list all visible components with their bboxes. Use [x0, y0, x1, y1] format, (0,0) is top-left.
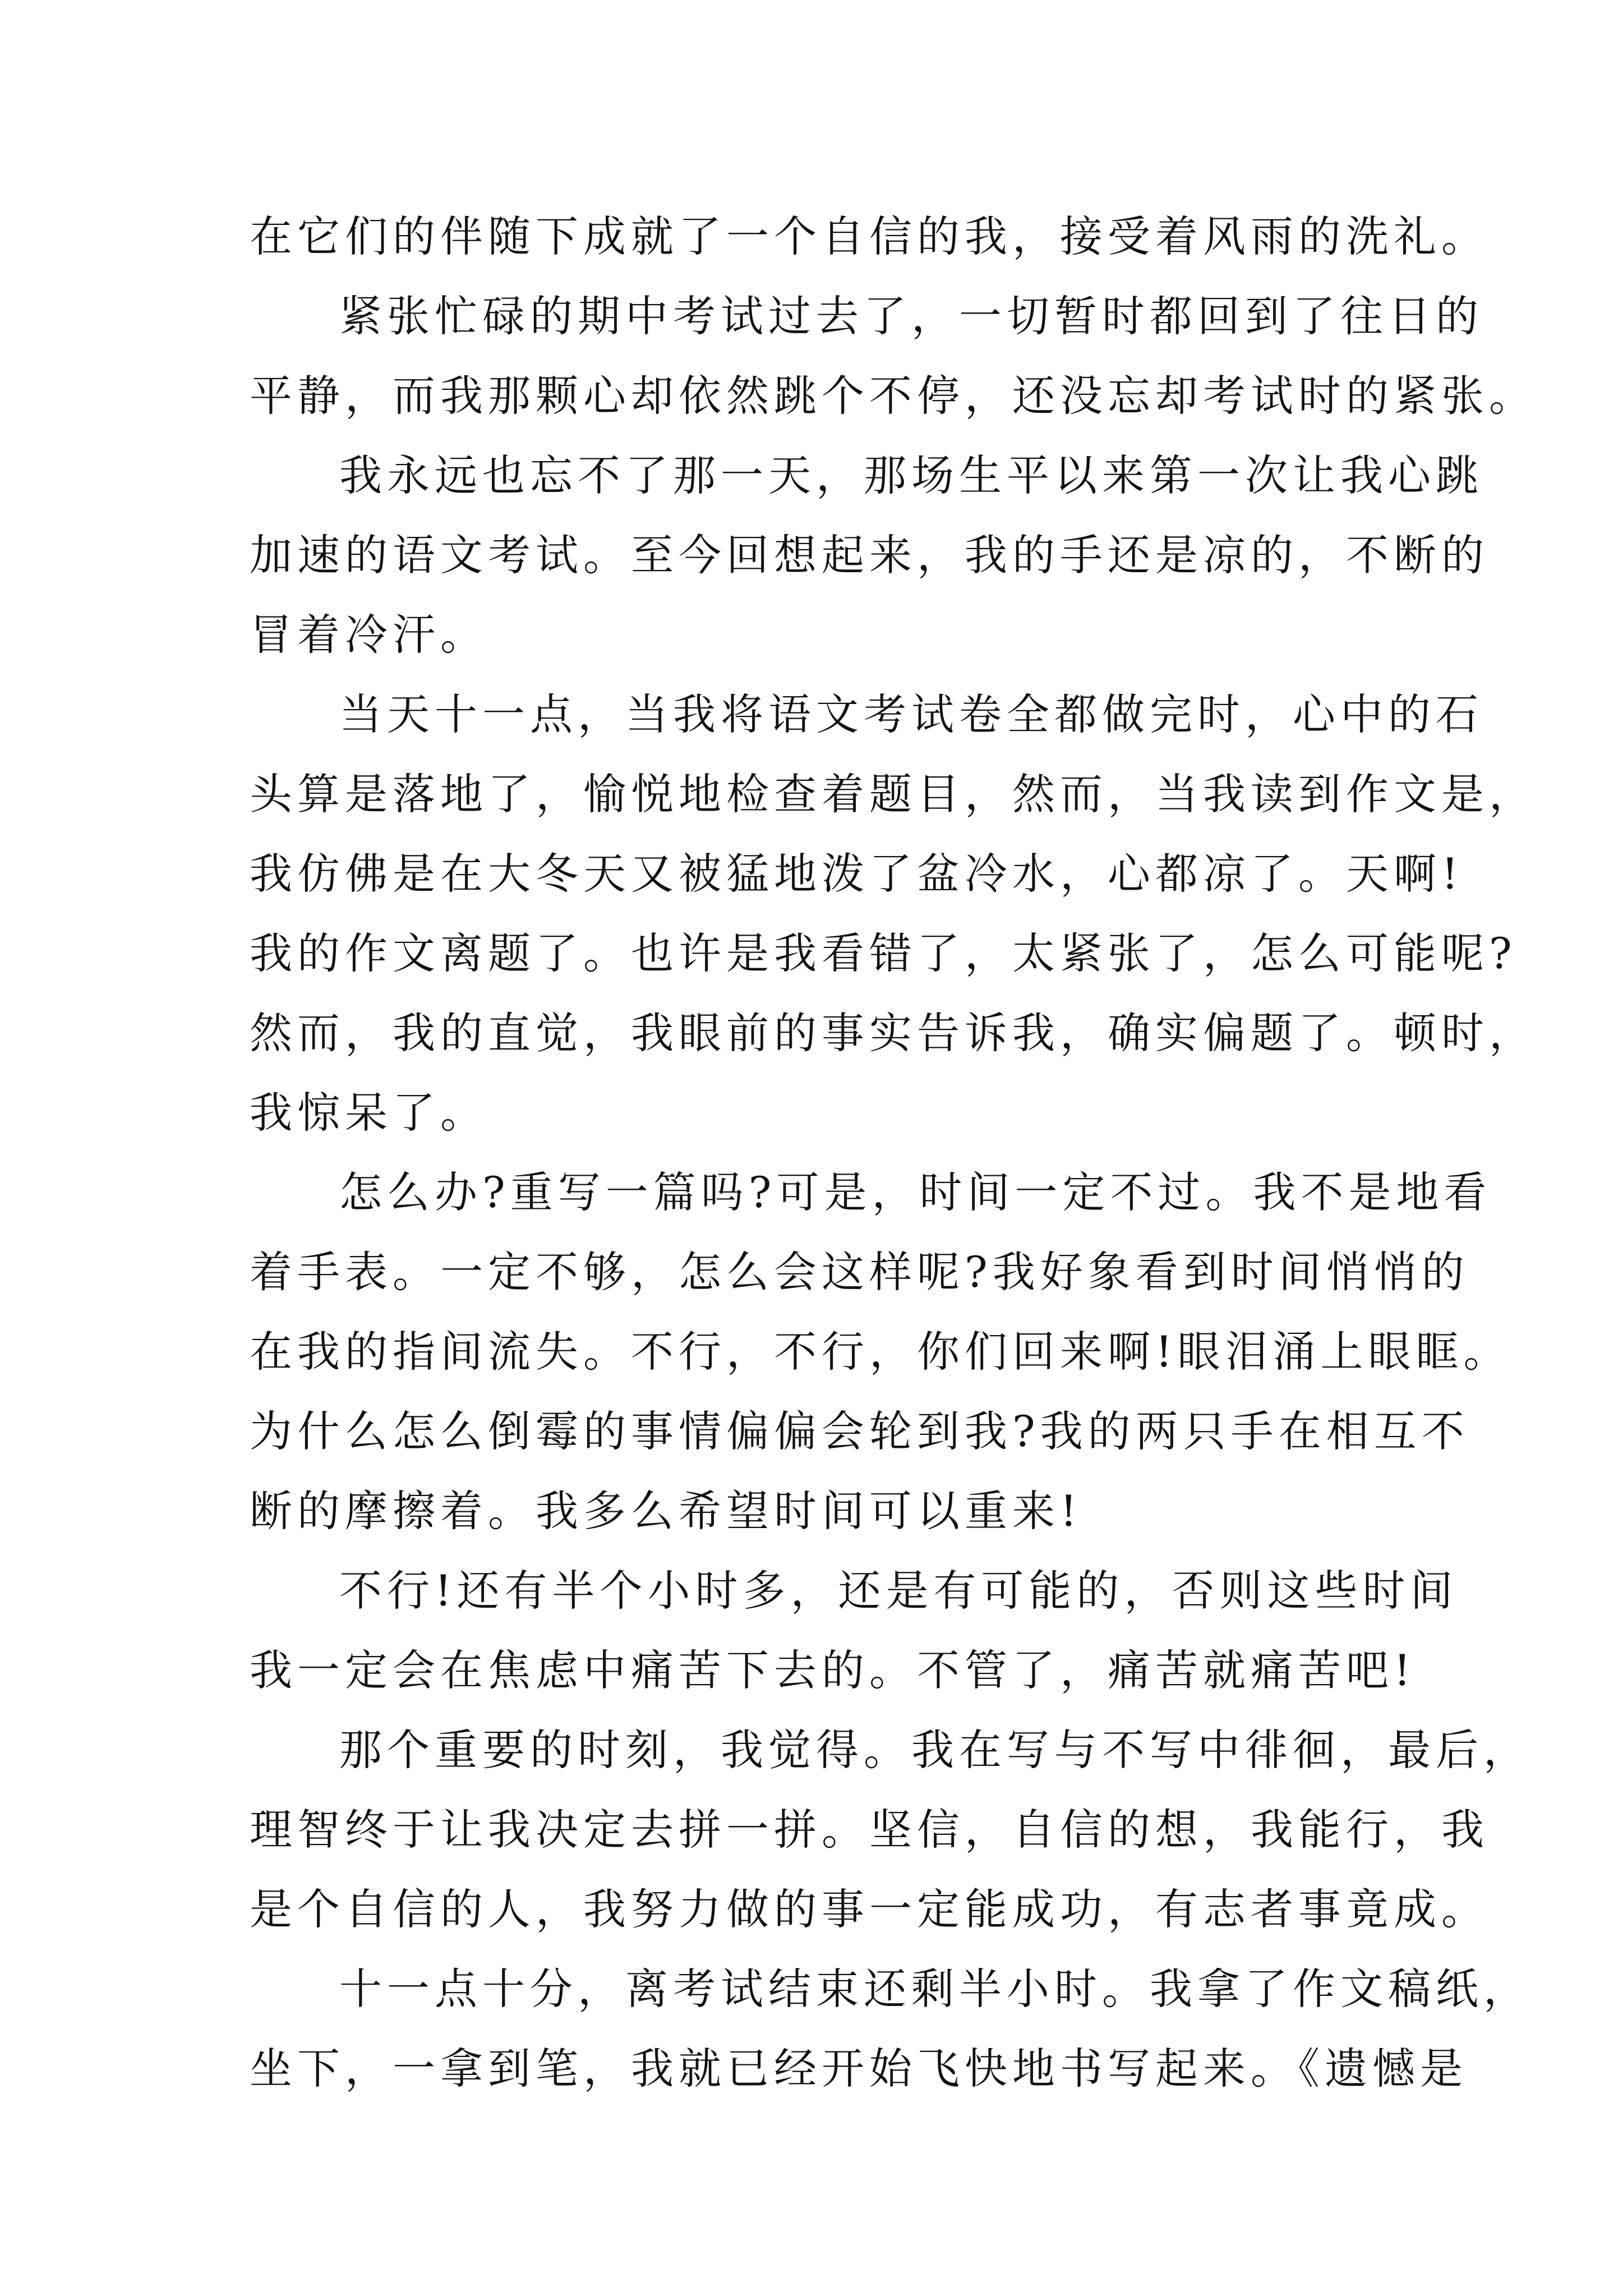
text-line: 我惊呆了。 — [250, 1088, 488, 1138]
text-line: 然而，我的直觉，我眼前的事实告诉我，确实偏题了。顿时， — [250, 1008, 1537, 1058]
text-line: 我仿佛是在大冬天又被猛地泼了盆冷水，心都凉了。天啊! — [250, 849, 1464, 899]
paragraph-first-line: 紧张忙碌的期中考试过去了，一切暂时都回到了往日的 — [339, 291, 1483, 341]
text-line: 为什么怎么倒霉的事情偏偏会轮到我?我的两只手在相互不 — [250, 1406, 1469, 1456]
paragraph-first-line: 不行!还有半个小时多，还是有可能的，否则这些时间 — [339, 1566, 1458, 1616]
text-line: 在它们的伴随下成就了一个自信的我，接受着风雨的洗礼。 — [250, 211, 1489, 261]
paragraph-first-line: 十一点十分，离考试结束还剩半小时。我拿了作文稿纸， — [339, 1964, 1531, 2014]
paragraph-first-line: 那个重要的时刻，我觉得。我在写与不写中徘徊，最后， — [339, 1725, 1531, 1775]
text-line: 头算是落地了，愉悦地检查着题目，然而，当我读到作文是， — [250, 769, 1537, 819]
text-line: 平静，而我那颗心却依然跳个不停，还没忘却考试时的紧张。 — [250, 371, 1537, 421]
text-line: 我一定会在焦虑中痛苦下去的。不管了，痛苦就痛苦吧! — [250, 1645, 1416, 1695]
text-line: 理智终于让我决定去拼一拼。坚信，自信的想，我能行，我 — [250, 1805, 1489, 1855]
text-line: 冒着冷汗。 — [250, 610, 488, 660]
text-line: 加速的语文考试。至今回想起来，我的手还是凉的，不断的 — [250, 530, 1489, 580]
text-line: 在我的指间流失。不行，不行，你们回来啊!眼泪涌上眼眶。 — [250, 1327, 1511, 1377]
text-line: 着手表。一定不够，怎么会这样呢?我好象看到时间悄悄的 — [250, 1247, 1469, 1297]
text-line: 是个自信的人，我努力做的事一定能成功，有志者事竟成。 — [250, 1884, 1489, 1934]
text-line: 断的摩擦着。我多么希望时间可以重来! — [250, 1486, 1082, 1536]
paragraph-first-line: 怎么办?重写一篇吗?可是，时间一定不过。我不是地看 — [339, 1167, 1492, 1217]
text-line: 我的作文离题了。也许是我看错了，太紧张了，怎么可能呢? — [250, 928, 1517, 978]
text-line: 坐下，一拿到笔，我就已经开始飞快地书写起来。《遗憾是 — [250, 2044, 1468, 2093]
paragraph-first-line: 我永远也忘不了那一天，那场生平以来第一次让我心跳 — [339, 450, 1483, 500]
paragraph-first-line: 当天十一点，当我将语文考试卷全都做完时，心中的石 — [339, 689, 1483, 739]
